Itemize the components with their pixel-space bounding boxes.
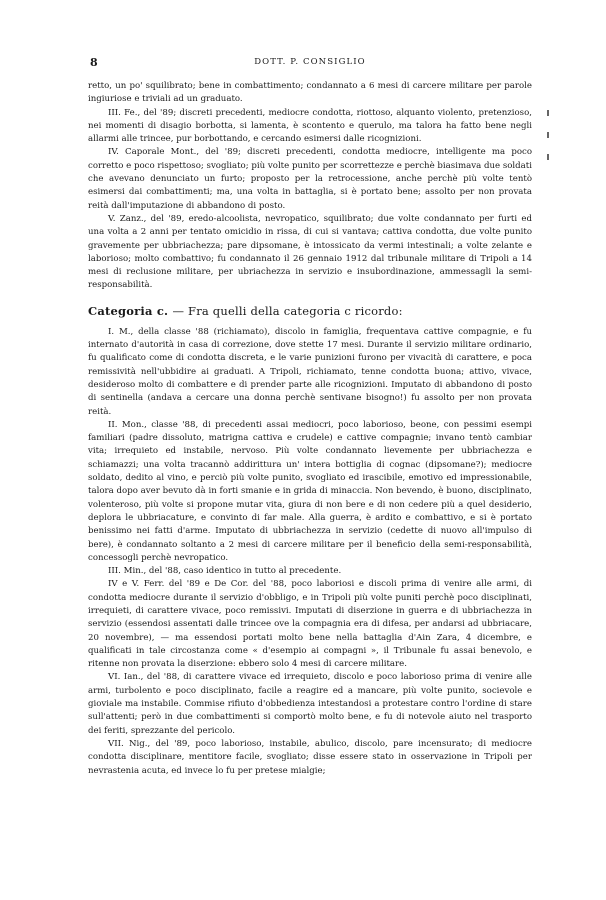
margin-mark (547, 154, 549, 160)
running-head: DOTT. P. CONSIGLIO (254, 57, 366, 67)
paragraph-case-iii-min: III. Min., del '88, caso identico in tutto al precedente. (108, 566, 342, 577)
category-c-heading (88, 304, 532, 319)
paragraph-case-vi-ian: VI. Ian., del '88, di carattere vivace ed irrequieto, discolo e poco laborioso prima di venire alle armi, turbolento e poco disciplinato, facile a reagire ed a mancare, più volte punito, socievole e gioviale ma instabile. Commise rifiuto d'obbedienza intestandosi a protestare contro l'ordine di stare sull'attenti; però in due combattimenti si comportò molto bene, e fu di notevole aiuto nel trasporto dei feriti, sprezzante del pericolo. (88, 672, 532, 736)
paragraph-case-iv-mont: IV. Caporale Mont., del '89; discreti precedenti, condotta mediocre, intelligente ma poco corretto e poco rispettoso; svogliato; più volte punito per scorrettezze e perchè biasimava due soldati che avevano denunciato un furto; proposto per la retrocessione, anche perchè più volte tentò esimersi dai combattimenti; ma, una volta in battaglia, si è portato bene; assolto per non provata reità dall'imputazione di abbandono di posto. (88, 147, 532, 211)
paragraph-case-vii-nig: VII. Nig., del '89, poco laborioso, instabile, abulico, discolo, pare incensurato; di mediocre condotta disciplinare, mentitore facile, svogliato; disse essere stato in osservazione in Tripoli per nevrastenia acuta, ed invece lo fu per pretese mialgie; (88, 738, 532, 776)
paragraph-case-ii-mon: II. Mon., classe '88, di precedenti assai mediocri, poco laborioso, beone, con pessimi esempi familiari (padre dissoluto, matrigna cattiva e crudele) e cattive compagnie; invano tentò cambiar vita; irrequieto ed instabile, nervoso. Più volte condannato lievemente per ubbriachezza e schiamazzi; una volta tracannò addirittura un' intera bottiglia di cognac (dipsomane?); mediocre soldato, dedito al vino, e perciò più volte punito, svogliato ed irascibile, emotivo ed impressionabile, talora dopo aver bevuto dà in forti smanie e in grida di minaccia. Non bevendo, è buono, disciplinato, volenteroso, più volte si propone mutar vita, giura di non bere e di non cedere più a quel desiderio, deplora le ubbriacature, e convinto di far male. Alla guerra, è ardito e combattivo, e si è portato benissimo nei fatti d'arme. Imputato di ubbriachezza in servizio (cedette di nuovo all'impulso di bere), è condannato soltanto a 2 mesi di carcere militare per il beneficio della semi-responsabilità, concessogli perchè nevropatico. (88, 419, 532, 563)
page-header (88, 56, 532, 72)
margin-mark (547, 132, 549, 138)
page (88, 56, 532, 778)
category-c-label: Categoria c. (88, 303, 169, 318)
paragraph-continuation: retto, un po' squilibrato; bene in combattimento; condannato a 6 mesi di carcere militare per parole ingiuriose e triviali ad un graduato. (88, 81, 532, 105)
paragraph-case-i-m: I. M., della classe '88 (richiamato), discolo in famiglia, frequentava cattive compagnie, e fu internato d'autorità in casa di correzione, dove stette 17 mesi. Durante il servizio militare ordinario, fu qualificato come di condotta discreta, e le varie punizioni furono per vivacità di carattere, e poca remissività nell'ubbidire ai graduati. A Tripoli, richiamato, tenne condotta buona; attivo, vivace, desideroso molto di combattere e di prender parte alle ricognizioni. Imputato di abbandono di posto di sentinella (andava a cercare una donna perchè sentivane bisogno!) fu assolto per non provata reità. (88, 326, 532, 417)
paragraph-case-iv-v-ferr-decor: IV e V. Ferr. del '89 e De Cor. del '88, poco laboriosi e discoli prima di venire alle armi, di condotta mediocre durante il servizio d'obbligo, e in Tripoli più volte puniti perchè poco disciplinati, irrequieti, di carattere vivace, poco remissivi. Imputati di diserzione in guerra e di ubbriachezza in servizio (essendosi assentati dalle trincee ove la compagnia era di difesa, per andarsi ad ubbriacare, 20 novembre), — ma essendosi portati molto bene nella battaglia d'Ain Zara, 4 dicembre, e qualificati in tale circostanza come « d'esempio ai compagni », il Tribunale fu assai benevolo, e ritenne non provata la diserzione: ebbero solo 4 mesi di carcere militare. (88, 579, 532, 670)
category-c-intro: — Fra quelli della categoria c ricordo: (172, 303, 403, 318)
page-number: 8 (90, 56, 98, 69)
paragraph-case-iii-fe: III. Fe., del '89; discreti precedenti, mediocre condotta, riottoso, alquanto violento, pretenzioso, nei momenti di disagio borbotta, si lamenta, è scontento e querulo, ma talora ha fatto bene negli allarmi alle trincee, pur borbottando, e cercando esimersi dalle ricognizioni. (88, 107, 532, 145)
margin-mark (547, 110, 549, 116)
margin-marks (547, 110, 549, 176)
paragraph-case-v-zanz: V. Zanz., del '89, eredo-alcoolista, nevropatico, squilibrato; due volte condannato per furti ed una volta a 2 anni per tentato omicidio in rissa, di cui si vantava; cattiva condotta, due volte punito gravemente per ubbriachezza; pare dipsomane, è intossicato da vermi intestinali; a volte zelante e laborioso; molto combattivo; fu condannato il 26 gennaio 1912 dal tribunale militare di Tripoli a 14 mesi di reclusione militare, per ubriachezza in servizio e insubordinazione, ammessagli la semi-responsabilità. (88, 213, 532, 291)
